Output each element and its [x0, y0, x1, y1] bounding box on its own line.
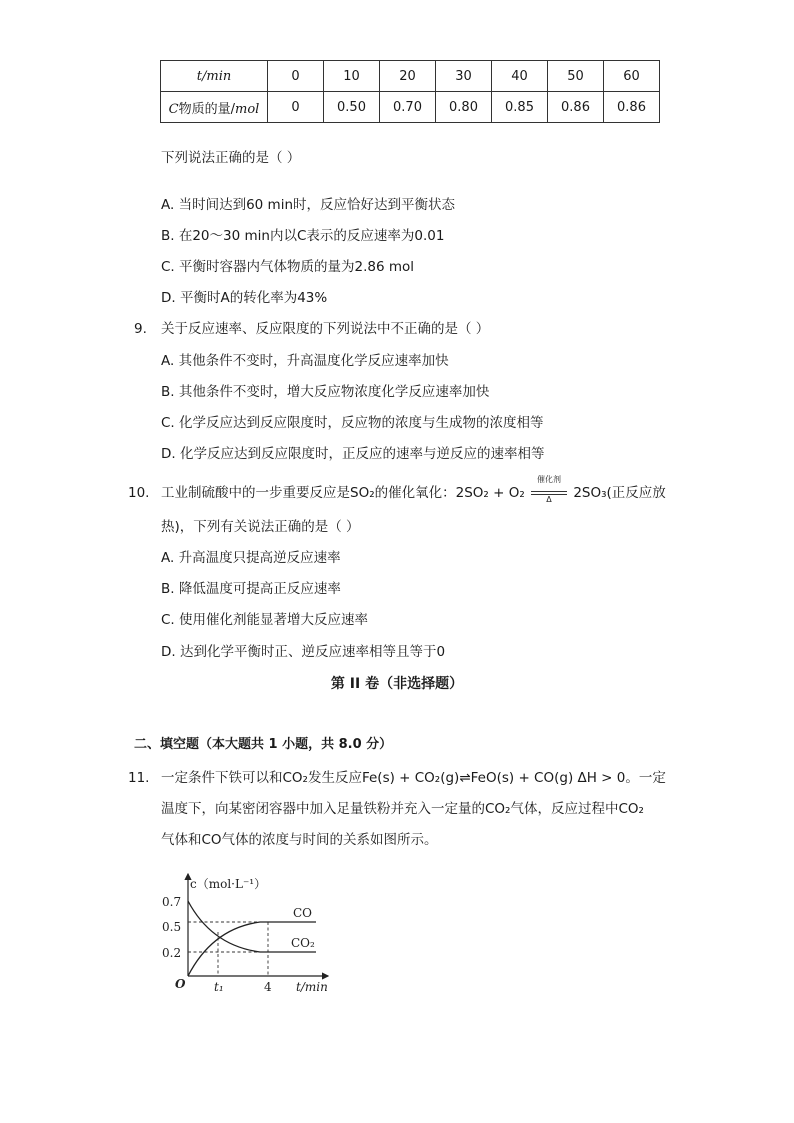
- table-header-label: t/min: [161, 61, 268, 92]
- q11-line1: 一定条件下铁可以和CO₂发生反应Fe(s) + CO₂(g)⇌FeO(s) + CO(g) ΔH > 0。一定: [161, 770, 666, 786]
- q9-stem: 关于反应速率、反应限度的下列说法中不正确的是（ ）: [161, 321, 490, 337]
- origin-label: O: [175, 977, 186, 991]
- q10-option-d: D. 达到化学平衡时正、逆反应速率相等且等于0: [161, 644, 446, 660]
- x-axis-label: t/min: [296, 980, 328, 994]
- table-cell: 10: [324, 61, 380, 92]
- series-label-co2: CO₂: [291, 936, 315, 950]
- q9-number: 9.: [134, 321, 147, 337]
- table-cell: 0.85: [492, 92, 548, 123]
- x-tick-label-4: 4: [264, 980, 272, 994]
- table-cell: 30: [436, 61, 492, 92]
- q9-option-b: B. 其他条件不变时，增大反应物浓度化学反应速率加快: [161, 384, 490, 400]
- table-cell: 50: [548, 61, 604, 92]
- table-row-label: [161, 92, 268, 123]
- table-cell: 0.70: [380, 92, 436, 123]
- part2-title: 第 II 卷（非选择题）: [330, 676, 464, 692]
- condition-label: Δ: [546, 495, 552, 504]
- table-data-row: [161, 92, 660, 123]
- catalyst-arrow: [529, 475, 569, 504]
- table-cell: 0.80: [436, 92, 492, 123]
- concentration-time-chart: [150, 868, 350, 998]
- q8-option-b: B. 在20～30 min内以C表示的反应速率为0.01: [161, 228, 445, 244]
- q10-number: 10.: [128, 485, 150, 501]
- table-cell: 0.86: [548, 92, 604, 123]
- q9-option-a: A. 其他条件不变时，升高温度化学反应速率加快: [161, 353, 449, 369]
- q8-option-c: C. 平衡时容器内气体物质的量为2.86 mol: [161, 259, 415, 275]
- q9-option-d: D. 化学反应达到反应限度时，正反应的速率与逆反应的速率相等: [161, 446, 545, 462]
- q8-option-a: A. 当时间达到60 min时，反应恰好达到平衡状态: [161, 197, 456, 213]
- q10-option-c: C. 使用催化剂能显著增大反应速率: [161, 612, 369, 628]
- x-tick-label-t1: t₁: [214, 980, 224, 994]
- q10-stem-line1: [161, 475, 666, 504]
- table-header-row: [161, 61, 660, 92]
- table-cell: 60: [604, 61, 660, 92]
- table-cell: 40: [492, 61, 548, 92]
- row-label-unit: mol: [235, 101, 260, 117]
- table-cell: 0.50: [324, 92, 380, 123]
- q11-line2: 温度下，向某密闭容器中加入足量铁粉并充入一定量的CO₂气体，反应过程中CO₂: [161, 801, 644, 817]
- q10-option-b: B. 降低温度可提高正反应速率: [161, 581, 341, 597]
- q9-option-c: C. 化学反应达到反应限度时，反应物的浓度与生成物的浓度相等: [161, 415, 544, 431]
- q10-stem-line2: 热)，下列有关说法正确的是（ ）: [161, 519, 360, 535]
- q10-option-a: A. 升高温度只提高逆反应速率: [161, 550, 341, 566]
- series-label-co: CO: [293, 906, 313, 920]
- q11-line3: 气体和CO气体的浓度与时间的关系如图所示。: [161, 832, 438, 848]
- data-table: [160, 60, 660, 123]
- table-cell: 0: [268, 92, 324, 123]
- row-label-prefix: C: [168, 101, 179, 117]
- q11-number: 11.: [128, 770, 150, 786]
- table-cell: 0: [268, 61, 324, 92]
- y-tick-label: 0.5: [162, 920, 182, 934]
- y-axis-label: c（mol·L⁻¹）: [190, 877, 267, 891]
- q10-stem-part1: 工业制硫酸中的一步重要反应是SO₂的催化氧化：2SO₂ + O₂: [161, 485, 525, 501]
- catalyst-label: 催化剂: [537, 475, 562, 484]
- row-label-text: 物质的量/: [178, 101, 236, 117]
- q8-option-d: D. 平衡时A的转化率为43%: [161, 290, 328, 306]
- q8-stem: 下列说法正确的是（ ）: [161, 150, 301, 166]
- section2-heading: 二、填空题（本大题共 1 小题，共 8.0 分）: [134, 737, 393, 752]
- y-tick-label: 0.7: [162, 895, 182, 909]
- y-tick-label: 0.2: [162, 946, 182, 960]
- table-cell: 0.86: [604, 92, 660, 123]
- q10-stem-part2: 2SO₃(正反应放: [573, 485, 666, 501]
- table-cell: 20: [380, 61, 436, 92]
